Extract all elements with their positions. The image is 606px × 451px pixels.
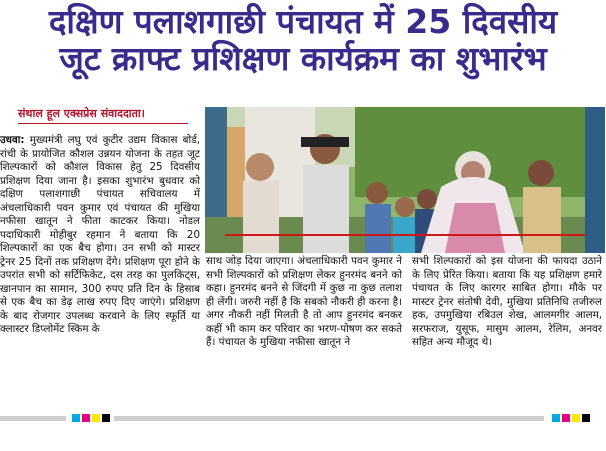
print-registration-bar-middle — [114, 416, 544, 421]
article-column-1 — [0, 134, 200, 337]
byline-rule — [18, 123, 188, 124]
headline — [0, 4, 606, 78]
dateline-place: उधवा: — [0, 134, 25, 146]
article-text-column-2: साथ जोड़ दिया जाएगा। अंचलाधिकारी पवन कुमार ने सभी शिल्पकारों को प्रशिक्षण लेकर हुनरमंद बनने को कहा। हुनरमंद बनने से जिंदगी में कुछ ना कुछ तलाश ही लेंगी। जरुरी नहीं है कि सबको नौकरी ही करना है। अगर नौकरी नहीं मिलती है तो आप हुनरमंद बनकर कहीं भी काम कर परिवार का भरण-पोषण कर सकते हैं। पंचायत के मुखिया नफीसा खातून ने — [206, 255, 402, 348]
registration-swatch-magenta — [82, 414, 90, 422]
registration-swatch-cyan — [72, 414, 80, 422]
registration-swatch-magenta-right — [562, 414, 570, 422]
headline-line-2: जूट क्राफ्ट प्रशिक्षण कार्यक्रम का शुभारंभ — [59, 38, 547, 78]
article-text-column-1: मुख्यमंत्री लघु एवं कुटीर उद्यम विकास बोर्ड, रांची के प्रायोजित कौशल उन्नयन योजना के तहत जूट शिल्पकारों को कौशल विकास हेतु 25 दिवसीय प्रशिक्षण दिया जाना है। इसका शुभारंभ बुधवार को दक्षिण पलाशगाछी पंचायत सचिवालय में अंचलाधिकारी पवन कुमार एवं पंचायत की मुखिया नफीसा खातून ने फीता काटकर किया। नोडल पदाधिकारी मोहीबुर रहमान ने बताया कि 20 शिल्पकारों का एक बैच होगा। उन सभी को मास्टर ट्रेनर 25 दिनों तक प्रशिक्षण देंगे। प्रशिक्षण पूरा होने के उपरांत सभी को सर्टिफिकेट, दस तरह का पुलकिट्स, खानपान का सामान, 300 रुपए प्रति दिन के हिसाब से एक बैच का डेढ़ लाख रुपए दिए जाएंगे। प्रशिक्षण के बाद रोजगार उपलब्ध करवाने के लिए स्फूर्ति या क्लास्टर डिप्लोमेंट स्किम के — [0, 134, 200, 335]
headline-line-1: दक्षिण पलाशगाछी पंचायत में 25 दिवसीय — [48, 2, 558, 41]
byline: संथाल हूल एक्सप्रेस संवाददाता। — [18, 107, 145, 120]
news-photo — [205, 107, 605, 253]
registration-swatch-yellow — [92, 414, 100, 422]
ribbon-cutting-photo — [205, 107, 605, 253]
registration-swatch-black-right — [582, 414, 590, 422]
article-text-column-3: सभी शिल्पकारों को इस योजना की फायदा उठाने के लिए प्रेरित किया। बताया कि यह प्रशिक्षण हमारे पंचायत के लिए कारगर साबित होगा। मौके पर मास्टर ट्रेनर संतोषी देवी, मुखिया प्रतिनिधि तजीरुल हक, उपमुखिया रबिउल शेख, आलमगीर आलम, सरफराज, युसूफ, मासुम आलम, रेलिम, अनवर सहित अन्य मौजूद थे। — [412, 255, 602, 348]
registration-swatch-black — [102, 414, 110, 422]
article-column-2 — [206, 255, 402, 350]
article-column-3 — [412, 255, 602, 350]
print-registration-bar-left — [0, 416, 66, 421]
registration-swatch-yellow-right — [572, 414, 580, 422]
registration-swatch-cyan-right — [552, 414, 560, 422]
